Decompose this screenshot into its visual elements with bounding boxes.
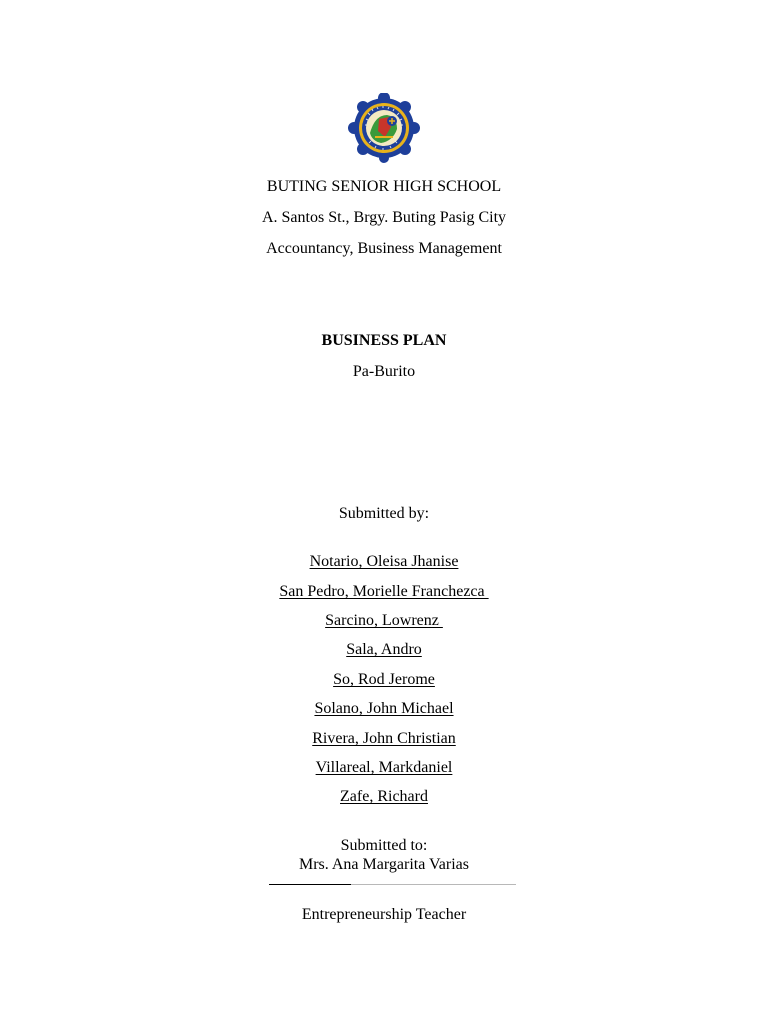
school-address: A. Santos St., Brgy. Buting Pasig City (261, 209, 507, 226)
signature-line (269, 884, 351, 885)
member-name: So, Rod Jerome (333, 671, 435, 688)
document-heading: BUSINESS PLAN (321, 332, 447, 349)
member-name: Zafe, Richard (340, 788, 428, 805)
member-name: Rivera, John Christian (312, 730, 456, 747)
submitted-by-label: Submitted by: (338, 505, 430, 522)
teacher-role: Entrepreneurship Teacher (301, 906, 467, 923)
member-name: Solano, John Michael (314, 700, 454, 717)
school-strand: Accountancy, Business Management (266, 240, 502, 257)
school-name: BUTING SENIOR HIGH SCHOOL (266, 178, 502, 195)
member-name: Villareal, Markdaniel (315, 759, 453, 776)
teacher-name: Mrs. Ana Margarita Varias (298, 856, 470, 873)
member-name: Sala, Andro (346, 641, 422, 658)
submitted-to-label: Submitted to: (340, 837, 428, 854)
school-seal-logo-icon (345, 93, 423, 163)
signature-line-extension (351, 884, 516, 885)
member-name: San Pedro, Morielle Franchezca (279, 583, 489, 600)
member-name: Sarcino, Lowrenz (325, 612, 443, 629)
business-name: Pa-Burito (352, 363, 416, 380)
member-name: Notario, Oleisa Jhanise (309, 553, 459, 570)
